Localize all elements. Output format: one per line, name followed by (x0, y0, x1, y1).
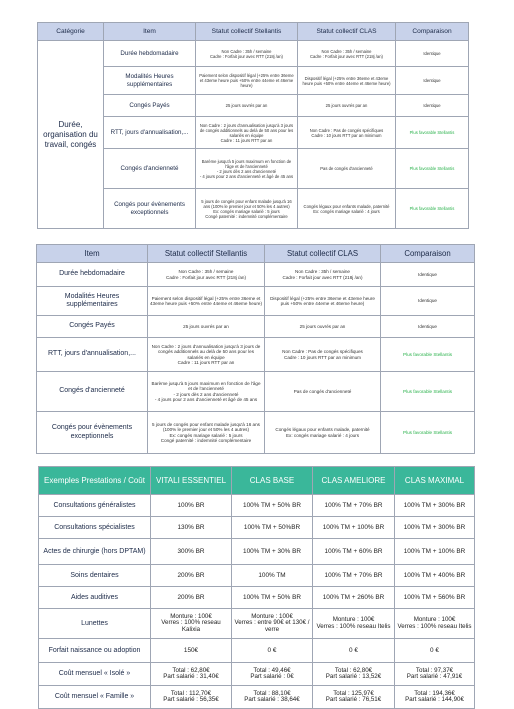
benefit-value: 100% TM + 300% BR (395, 517, 475, 539)
header-clas: Statut collectif CLAS (298, 23, 396, 41)
row-stellantis: 25 jours ouvrés par an (196, 95, 298, 117)
row-stellantis: 25 jours ouvrés par an (148, 316, 265, 338)
row-clas: Non Cadre : Pas de congés spécifiques Cadre : 10 jours RTT par an minimum (298, 117, 396, 149)
row-item: Congés d'ancienneté (37, 372, 148, 412)
row-comparaison: Plus favorable Stellantis (381, 338, 475, 372)
benefit-value: 100% TM + 260% BR (313, 587, 395, 609)
row-stellantis: Non Cadre : 35h / semaine Cadre : Forfait jour avec RTT (218j /an) (148, 263, 265, 287)
row-comparaison: Identique (396, 41, 469, 67)
row-item: Congés Payés (104, 95, 196, 117)
row-comparaison: Identique (381, 263, 475, 287)
benefit-label: Coût mensuel « Isolé » (39, 663, 151, 686)
benefit-value: 100% TM + 70% BR (313, 495, 395, 517)
row-item: Modalités Heures supplémentaires (104, 67, 196, 95)
row-clas: Non Cadre : Pas de congés spécifiques Cadre : 10 jours RTT par an minimum (265, 338, 381, 372)
benefit-value: 100% TM + 100% BR (395, 539, 475, 565)
benefit-value: 100% BR (151, 495, 232, 517)
row-clas: Congés légaux pour enfants malade, paternité Ex: congés mariage salarié : 4 jours (265, 412, 381, 454)
row-item: Congés pour évènements exceptionnels (37, 412, 148, 454)
header-clas-base: CLAS BASE (232, 467, 313, 495)
benefit-value: 100% TM + 70% BR (313, 565, 395, 587)
row-comparaison: Identique (396, 67, 469, 95)
benefit-value: 100% TM + 30% BR (232, 539, 313, 565)
row-clas: Congés légaux pour enfants malade, paternité Ex: congés mariage salarié : 4 jours (298, 189, 396, 229)
benefit-label: Consultations généralistes (39, 495, 151, 517)
row-item: Congés Payés (37, 316, 148, 338)
row-comparaison: Plus favorable Stellantis (381, 412, 475, 454)
benefit-value: Monture : 100€ Verres : 100% reseau Itelis (313, 609, 395, 639)
row-comparaison: Identique (396, 95, 469, 117)
benefit-value: 100% TM + 100% BR (313, 517, 395, 539)
header-vitali-essentiel: VITALI ESSENTIEL (151, 467, 232, 495)
benefit-value: 100% TM + 50%BR (232, 517, 313, 539)
row-clas: Pas de congés d'ancienneté (298, 149, 396, 189)
header-prestations: Exemples Prestations / Coût (39, 467, 151, 495)
benefit-value: 130% BR (151, 517, 232, 539)
benefit-value: 100% TM + 50% BR (232, 587, 313, 609)
row-stellantis: Paiement selon dispositif légal (+25% entre 36eme et 43eme heure puis +50% entre 44eme et 46eme heure) (148, 287, 265, 316)
header-categorie: Catégorie (38, 23, 104, 41)
header-item: Item (104, 23, 196, 41)
benefit-value: Total : 62,80€ Part salarié : 31,40€ (151, 663, 232, 686)
row-clas: Non Cadre : 35h / semaine Cadre : Forfait jour avec RTT (218j /an) (298, 41, 396, 67)
row-clas: Dispositif légal (+25% entre 36eme et 43eme heure puis +50% entre 44eme et 46eme heure) (298, 67, 396, 95)
benefit-value: 300% BR (151, 539, 232, 565)
header-clas-ameliore: CLAS AMELIORE (313, 467, 395, 495)
benefit-value: 0 € (395, 639, 475, 663)
row-comparaison: Plus favorable Stellantis (396, 149, 469, 189)
benefit-label: Consultations spécialistes (39, 517, 151, 539)
row-stellantis: Non Cadre : 35h / semaine Cadre : Forfait jour avec RTT (218j /an) (196, 41, 298, 67)
benefit-value: Total : 49,46€ Part salarié : 0€ (232, 663, 313, 686)
row-stellantis: Barème jusqu'à 5 jours maximum en fonction de l'âge et de l'ancienneté - 2 jours dès 2 ans d'ancienneté - 4 jours pour 2 ans d'ancienneté et âgé de 45 ans (148, 372, 265, 412)
benefit-value: 100% TM + 50% BR (232, 495, 313, 517)
benefit-value: 100% TM + 560% BR (395, 587, 475, 609)
benefit-value: 0 € (313, 639, 395, 663)
row-stellantis: 5 jours de congés pour enfant malade jusqu'à 16 ans (100% le premier jour et 50% les 4 autres) Ex: congés mariage salarié : 5 jours Congé paternité : indemnité complémentaire (148, 412, 265, 454)
benefit-value: Total : 97,37€ Part salarié : 47,91€ (395, 663, 475, 686)
row-item: Modalités Heures supplémentaires (37, 287, 148, 316)
benefit-value: 100% TM + 400% BR (395, 565, 475, 587)
benefit-value: Total : 88,10€ Part salarié : 38,64€ (232, 686, 313, 709)
header-stellantis: Statut collectif Stellantis (196, 23, 298, 41)
row-item: RTT, jours d'annualisation,... (104, 117, 196, 149)
benefits-table (38, 466, 475, 709)
row-comparaison: Plus favorable Stellantis (396, 189, 469, 229)
comparison-table (36, 244, 475, 454)
benefit-value: Total : 62,80€ Part salarié : 13,52€ (313, 663, 395, 686)
benefit-label: Actes de chirurgie (hors DPTAM) (39, 539, 151, 565)
row-stellantis: Barème jusqu'à 5 jours maximum en fonction de l'âge et de l'ancienneté - 2 jours dès 2 ans d'ancienneté - 4 jours pour 2 ans d'ancienneté et âgé de 45 ans (196, 149, 298, 189)
row-comparaison: Identique (381, 316, 475, 338)
benefit-label: Forfait naissance ou adoption (39, 639, 151, 663)
row-stellantis: Paiement selon dispositif légal (+25% entre 36eme et 43eme heure puis +50% entre 44eme et 46eme heure) (196, 67, 298, 95)
benefit-value: 150€ (151, 639, 232, 663)
benefit-label: Aides auditives (39, 587, 151, 609)
comparison-table-with-category (37, 22, 469, 229)
benefit-value: Total : 194,36€ Part salarié : 144,90€ (395, 686, 475, 709)
benefit-value: Total : 125,97€ Part salarié : 76,51€ (313, 686, 395, 709)
row-item: RTT, jours d'annualisation,... (37, 338, 148, 372)
row-clas: 25 jours ouvrés par an (265, 316, 381, 338)
row-item: Congés d'ancienneté (104, 149, 196, 189)
benefit-value: 100% TM + 60% BR (313, 539, 395, 565)
header-clas-maximal: CLAS MAXIMAL (395, 467, 475, 495)
header-clas: Statut collectif CLAS (265, 245, 381, 263)
row-clas: Pas de congés d'ancienneté (265, 372, 381, 412)
benefit-value: Monture : 100€ Verres : 100% reseau Itelis (395, 609, 475, 639)
benefit-label: Coût mensuel « Famille » (39, 686, 151, 709)
row-comparaison: Plus favorable Stellantis (381, 372, 475, 412)
row-item: Congés pour évènements exceptionnels (104, 189, 196, 229)
benefit-value: 200% BR (151, 565, 232, 587)
benefit-value: 0 € (232, 639, 313, 663)
benefit-value: 100% TM + 300% BR (395, 495, 475, 517)
row-comparaison: Plus favorable Stellantis (396, 117, 469, 149)
benefit-value: 200% BR (151, 587, 232, 609)
header-comparaison: Comparaison (381, 245, 475, 263)
benefit-value: Monture : 100€ Verres : 100% reseau Kalixia (151, 609, 232, 639)
row-stellantis: 5 jours de congés pour enfant malade jusqu'à 16 ans (100% le premier jour et 50% les 4 autres) Ex: congés mariage salarié : 5 jours Congé paternité : indemnité complémentaire (196, 189, 298, 229)
benefit-value: Monture : 100€ Verres : entre 90€ et 130€ / verre (232, 609, 313, 639)
row-clas: Non Cadre : 35h / semaine Cadre : Forfait jour avec RTT (218j /an) (265, 263, 381, 287)
benefit-label: Soins dentaires (39, 565, 151, 587)
header-item: Item (37, 245, 148, 263)
row-item: Durée hebdomadaire (37, 263, 148, 287)
header-comparaison: Comparaison (396, 23, 469, 41)
row-comparaison: Identique (381, 287, 475, 316)
benefit-value: Total : 112,70€ Part salarié : 56,35€ (151, 686, 232, 709)
row-stellantis: Non Cadre : 2 jours d'annualisation jusqu'à 3 jours de congés additionnels au delà de 50 ans pour les salariés en équipe Cadre : 11 jours RTT par an (148, 338, 265, 372)
row-stellantis: Non Cadre : 2 jours d'annualisation jusqu'à 3 jours de congés additionnels au delà de 50 ans pour les salariés en équipe Cadre : 11 jours RTT par an (196, 117, 298, 149)
row-item: Durée hebdomadaire (104, 41, 196, 67)
benefit-value: 100% TM (232, 565, 313, 587)
benefit-label: Lunettes (39, 609, 151, 639)
category-cell: Durée, organisation du travail, congés (38, 41, 104, 229)
row-clas: 25 jours ouvrés par an (298, 95, 396, 117)
row-clas: Dispositif légal (+25% entre 36eme et 43eme heure puis +50% entre 44eme et 46eme heure) (265, 287, 381, 316)
header-stellantis: Statut collectif Stellantis (148, 245, 265, 263)
